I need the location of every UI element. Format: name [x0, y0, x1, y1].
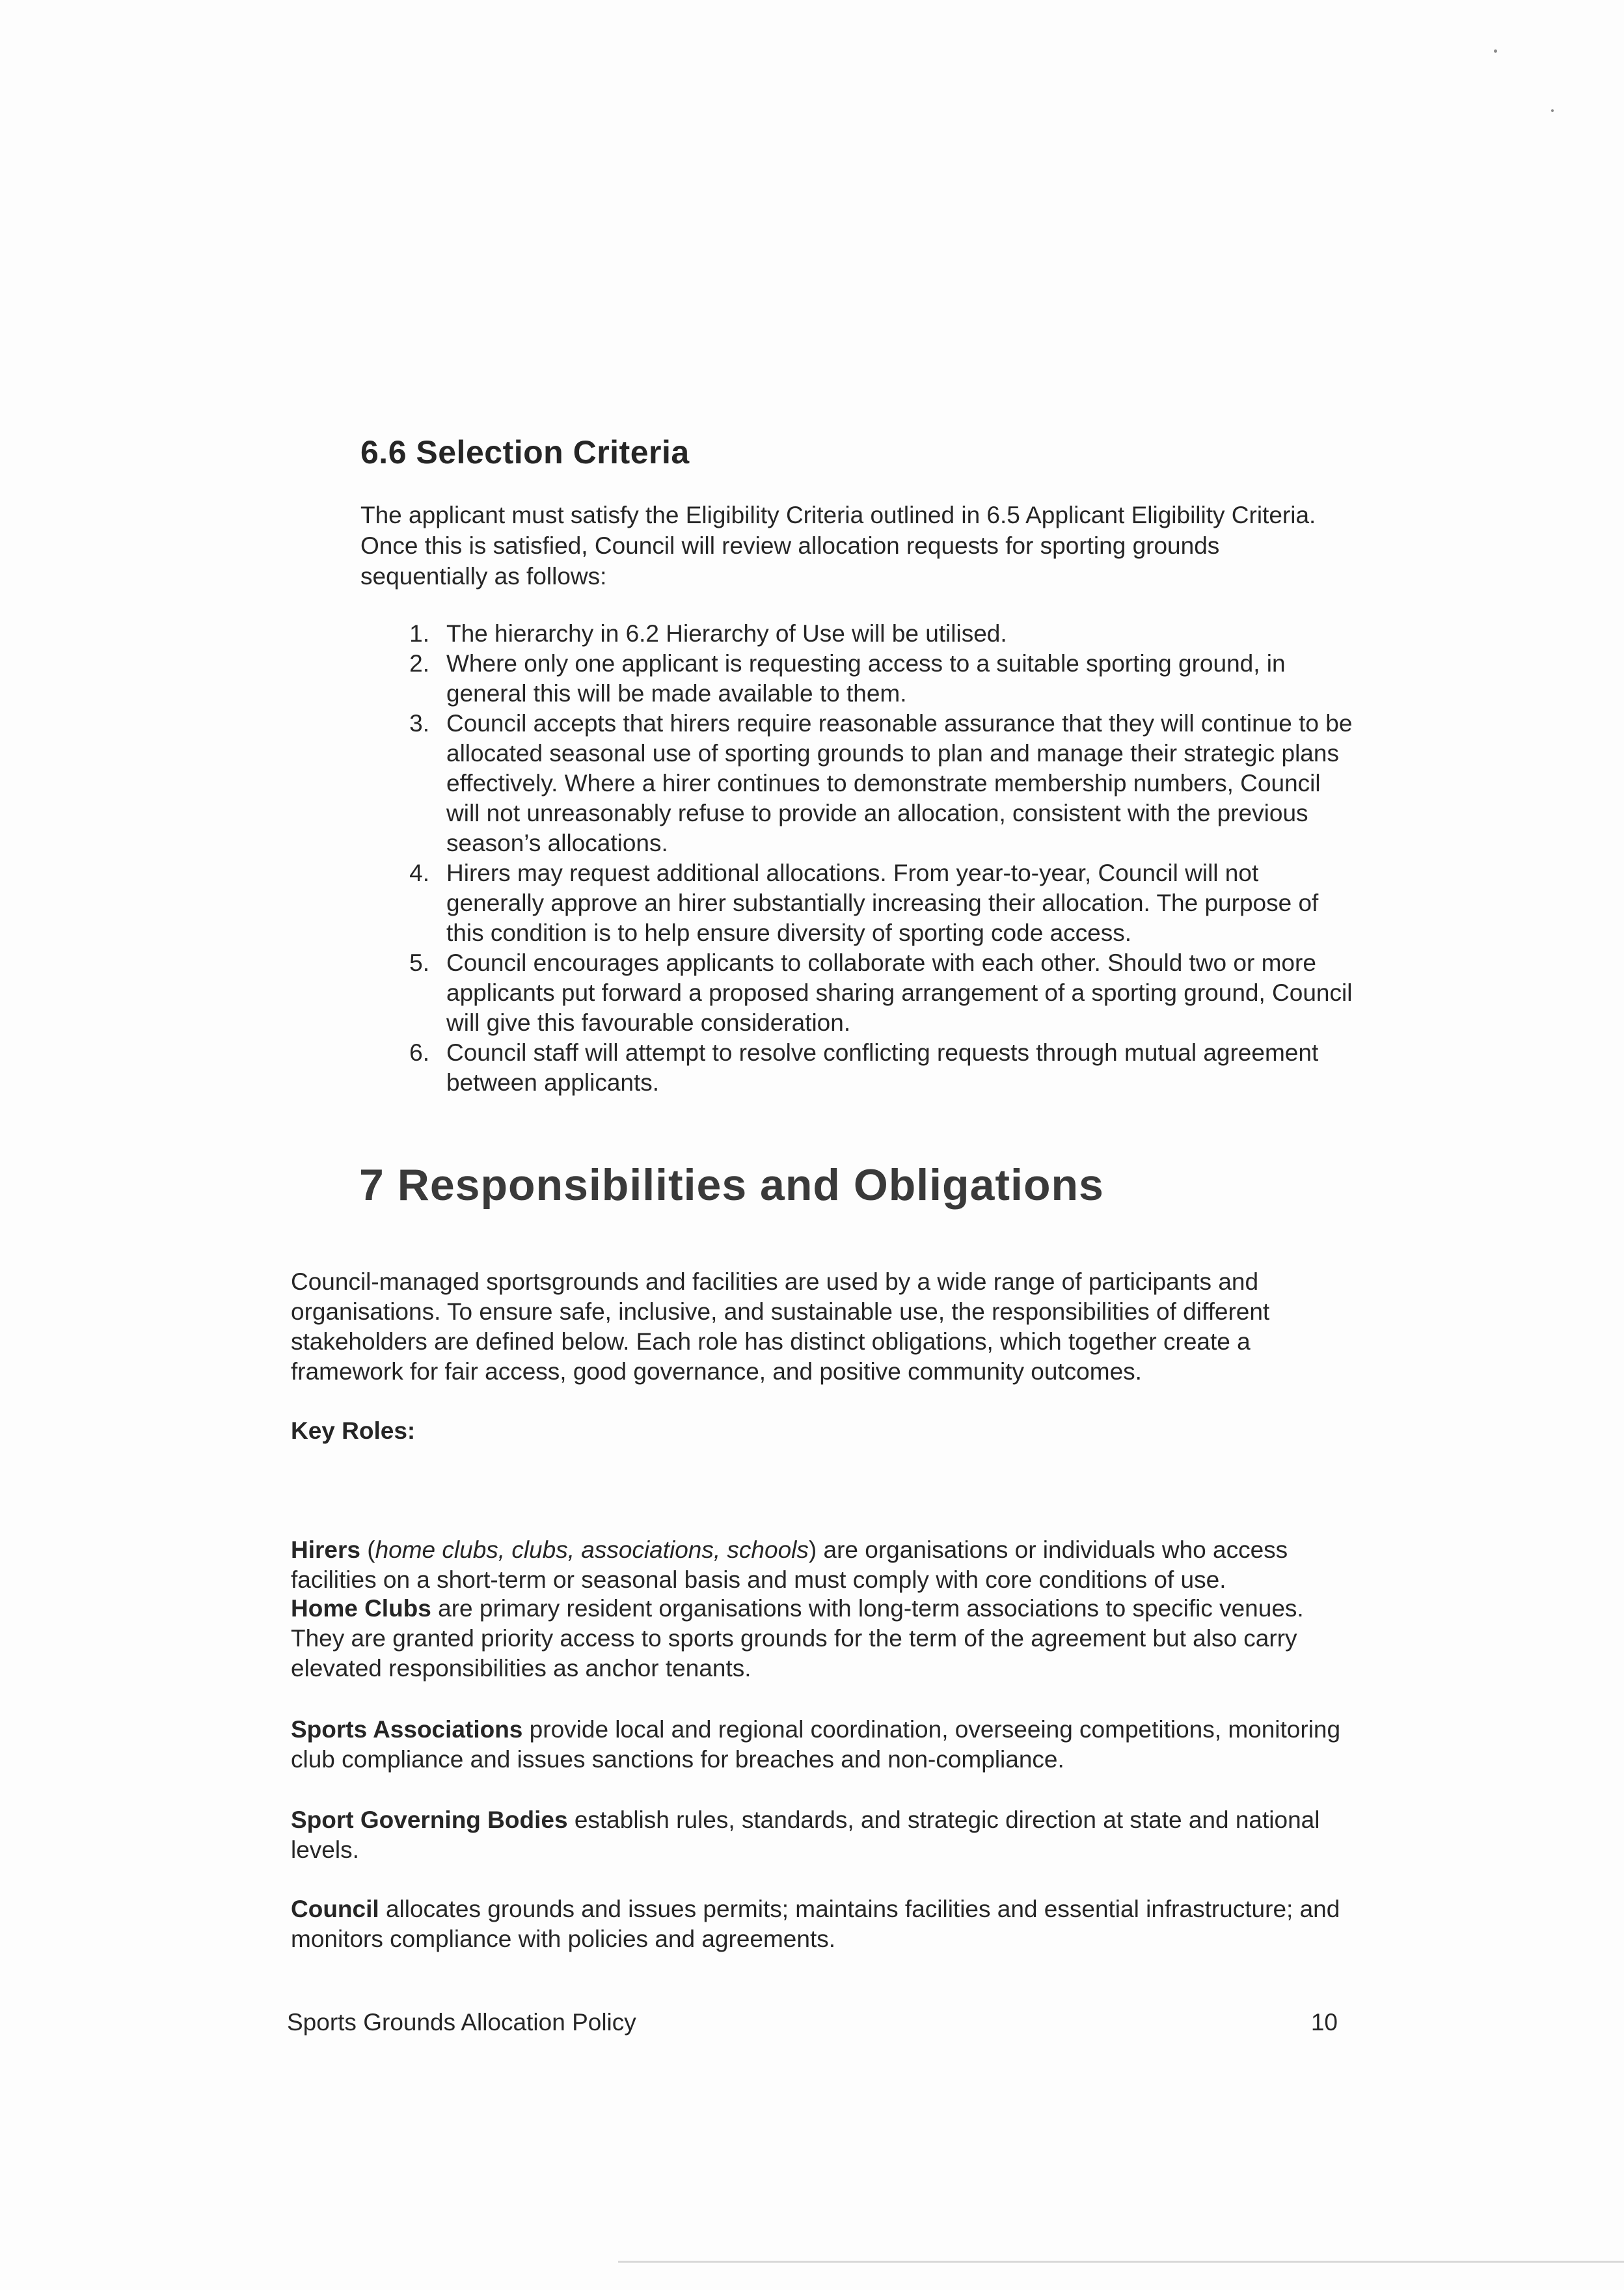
role-term: Hirers [291, 1536, 360, 1563]
list-item-number: 6. [409, 1039, 429, 1066]
list-item-number: 4. [409, 860, 429, 886]
list-item-text: Hirers may request additional allocations. From year-to-year, Council will not generally approve an hirer substantially increasing their allocation. The purpose of this condition is to help ensure diversity of sporting code access. [446, 860, 1319, 946]
paren-open: ( [360, 1536, 375, 1563]
page-number: 10 [1310, 2009, 1338, 2036]
list-item-text: Council staff will attempt to resolve conflicting requests through mutual agreement between applicants. [446, 1039, 1319, 1096]
list-item [390, 709, 1353, 858]
scan-edge-line [618, 2261, 1624, 2263]
footer-title: Sports Grounds Allocation Policy [287, 2009, 636, 2036]
list-item-number: 5. [409, 949, 429, 976]
role-examples: home clubs, clubs, associations, schools [375, 1536, 809, 1563]
scan-speck [1551, 109, 1554, 112]
role-description: allocates grounds and issues permits; maintains facilities and essential infrastructure; and monitors compliance with policies and agreements. [291, 1896, 1340, 1952]
list-item [390, 619, 1353, 649]
list-item-number: 2. [409, 650, 429, 677]
role-hirers [291, 1535, 1345, 1595]
list-item [390, 948, 1353, 1038]
responsibilities-intro: Council-managed sportsgrounds and facilities are used by a wide range of participants and organisations. To ensure safe, inclusive, and sustainable use, the responsibilities of different stakeholders are defined below. Each role has distinct obligations, which together create a framework for fair access, good governance, and positive community outcomes. [291, 1268, 1270, 1385]
list-item-number: 1. [409, 620, 429, 647]
role-sport-governing-bodies [291, 1805, 1345, 1865]
key-roles-label: Key Roles: [291, 1417, 416, 1444]
section-heading-6-6: 6.6 Selection Criteria [360, 434, 690, 470]
list-item [390, 649, 1353, 709]
paren-close: ) [808, 1536, 817, 1563]
role-description: are organisations or individuals who access facilities on a short-term or seasonal basis and must comply with core conditions of use. [291, 1536, 1288, 1593]
page-footer [287, 2009, 1338, 2036]
list-item [390, 858, 1353, 948]
role-description: provide local and regional coordination, overseeing competitions, monitoring club compliance and issues sanctions for breaches and non-compliance. [291, 1716, 1341, 1773]
list-item [390, 1038, 1353, 1098]
list-item-text: Council encourages applicants to collaborate with each other. Should two or more applicants put forward a proposed sharing arrangement of a sporting ground, Council will give this favourable consideration. [446, 949, 1353, 1036]
selection-criteria-list [390, 619, 1353, 1098]
list-item-text: The hierarchy in 6.2 Hierarchy of Use will be utilised. [446, 620, 1007, 647]
section-heading-7: 7 Responsibilities and Obligations [359, 1160, 1104, 1210]
role-home-clubs [291, 1594, 1345, 1683]
role-description: are primary resident organisations with long-term associations to specific venues. They are granted priority access to sports grounds for the term of the agreement but also carry elevated responsibilities as anchor tenants. [291, 1595, 1304, 1682]
list-item-number: 3. [409, 710, 429, 737]
role-term: Sport Governing Bodies [291, 1806, 568, 1833]
role-council [291, 1894, 1345, 1954]
list-item-text: Council accepts that hirers require reasonable assurance that they will continue to be allocated seasonal use of sporting grounds to plan and manage their strategic plans effectively. Where a hirer continues to demonstrate membership numbers, Council will not unreasonably refuse to provide an allocation, consistent with the previous season’s allocations. [446, 710, 1353, 856]
scan-speck [1494, 49, 1497, 53]
role-term: Sports Associations [291, 1716, 523, 1743]
list-item-text: Where only one applicant is requesting access to a suitable sporting ground, in general this will be made available to them. [446, 650, 1286, 707]
role-description: establish rules, standards, and strategic direction at state and national levels. [291, 1806, 1320, 1863]
selection-criteria-intro: The applicant must satisfy the Eligibility Criteria outlined in 6.5 Applicant Eligibility Criteria. Once this is satisfied, Council will review allocation requests for sporting grounds sequentially as follows: [360, 502, 1316, 590]
role-sports-associations [291, 1715, 1345, 1775]
role-term: Home Clubs [291, 1595, 431, 1622]
role-term: Council [291, 1896, 379, 1922]
